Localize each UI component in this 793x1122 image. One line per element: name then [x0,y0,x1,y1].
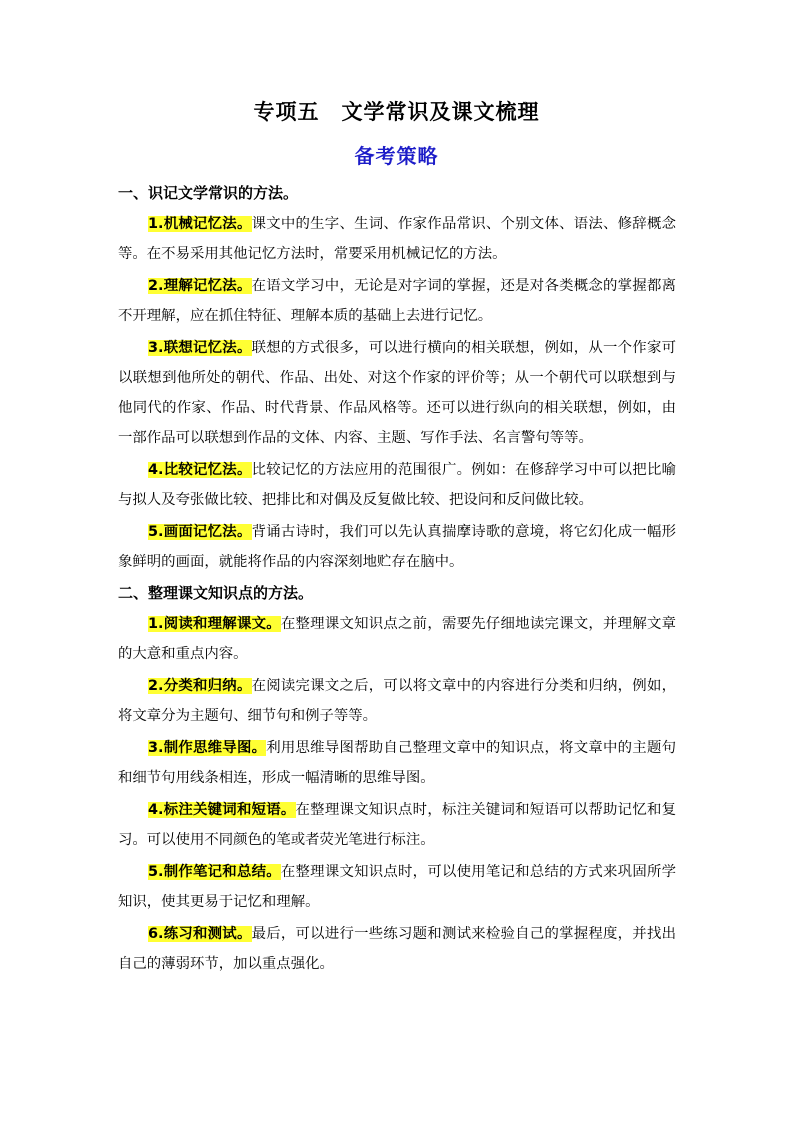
page-title [0,96,793,126]
item-text: 联想的方式很多，可以进行横向的相关联想，例如，从一个作家可以联想到他所处的朝代、作品、出处、对这个作家的评价等；从一个朝代可以联想到与他同代的作家、作品、时代背景、作品风格等。还可以进行纵向的相关联想，例如，由一部作品可以联想到作品的文体、内容、主题、写作手法、名言警句等等。 [118,340,676,446]
item-text: 比较记忆的方法应用的范围很广。例如：在修辞学习中可以把比喻与拟人及夸张做比较、把排比和对偶及反复做比较、把设问和反问做比较。 [118,462,676,508]
item-label: 4.比较记忆法。 [148,462,252,478]
list-item [118,455,676,515]
item-text: 在整理课文知识点时，标注关键词和短语可以帮助记忆和复习。可以使用不同颜色的笔或者荧光笔进行标注。 [118,802,676,848]
item-label: 6.练习和测试。 [148,926,252,942]
list-item [118,271,676,331]
page-subtitle: 备考策略 [354,144,439,168]
list-item [118,209,676,269]
list-item [118,333,676,453]
item-text: 课文中的生字、生词、作家作品常识、个别文体、语法、修辞概念等。在不易采用其他记忆方法时，常要采用机械记忆的方法。 [118,216,676,262]
item-label: 3.联想记忆法。 [148,340,252,356]
section-heading-1: 一、识记文学常识的方法。 [118,184,299,202]
item-label: 2.理解记忆法。 [148,278,252,294]
item-label: 1.机械记忆法。 [148,216,252,232]
item-text: 在阅读完课文之后，可以将文章中的内容进行分类和归纳，例如，将文章分为主题句、细节句和例子等等。 [118,678,676,724]
item-text: 最后，可以进行一些练习题和测试来检验自己的掌握程度，并找出自己的薄弱环节，加以重点强化。 [118,926,676,972]
list-item [118,857,676,917]
item-text: 在整理课文知识点时，可以使用笔记和总结的方式来巩固所学知识，使其更易于记忆和理解。 [118,864,676,910]
item-label: 4.标注关键词和短语。 [148,802,296,818]
item-label: 5.制作笔记和总结。 [148,864,281,880]
section-heading-2: 二、整理课文知识点的方法。 [118,584,314,602]
title-part-1: 专项五 [253,100,320,124]
title-part-2: 文学常识及课文梳理 [341,100,540,124]
list-item [118,795,676,855]
list-item [118,919,676,979]
item-text: 利用思维导图帮助自己整理文章中的知识点，将文章中的主题句和细节句用线条相连，形成一幅清晰的思维导图。 [118,740,676,786]
list-item [118,517,676,577]
item-label: 1.阅读和理解课文。 [148,616,281,632]
document-body [118,177,676,979]
item-text: 在语文学习中，无论是对字词的掌握，还是对各类概念的掌握都离不开理解，应在抓住特征、理解本质的基础上去进行记忆。 [118,278,676,324]
item-text: 背诵古诗时，我们可以先认真揣摩诗歌的意境，将它幻化成一幅形象鲜明的画面，就能将作品的内容深刻地贮存在脑中。 [118,524,676,570]
item-label: 3.制作思维导图。 [148,740,267,756]
list-item [118,609,676,669]
list-item [118,671,676,731]
item-label: 5.画面记忆法。 [148,524,252,540]
item-text: 在整理课文知识点之前，需要先仔细地读完课文，并理解文章的大意和重点内容。 [118,616,676,662]
list-item [118,733,676,793]
item-label: 2.分类和归纳。 [148,678,252,694]
